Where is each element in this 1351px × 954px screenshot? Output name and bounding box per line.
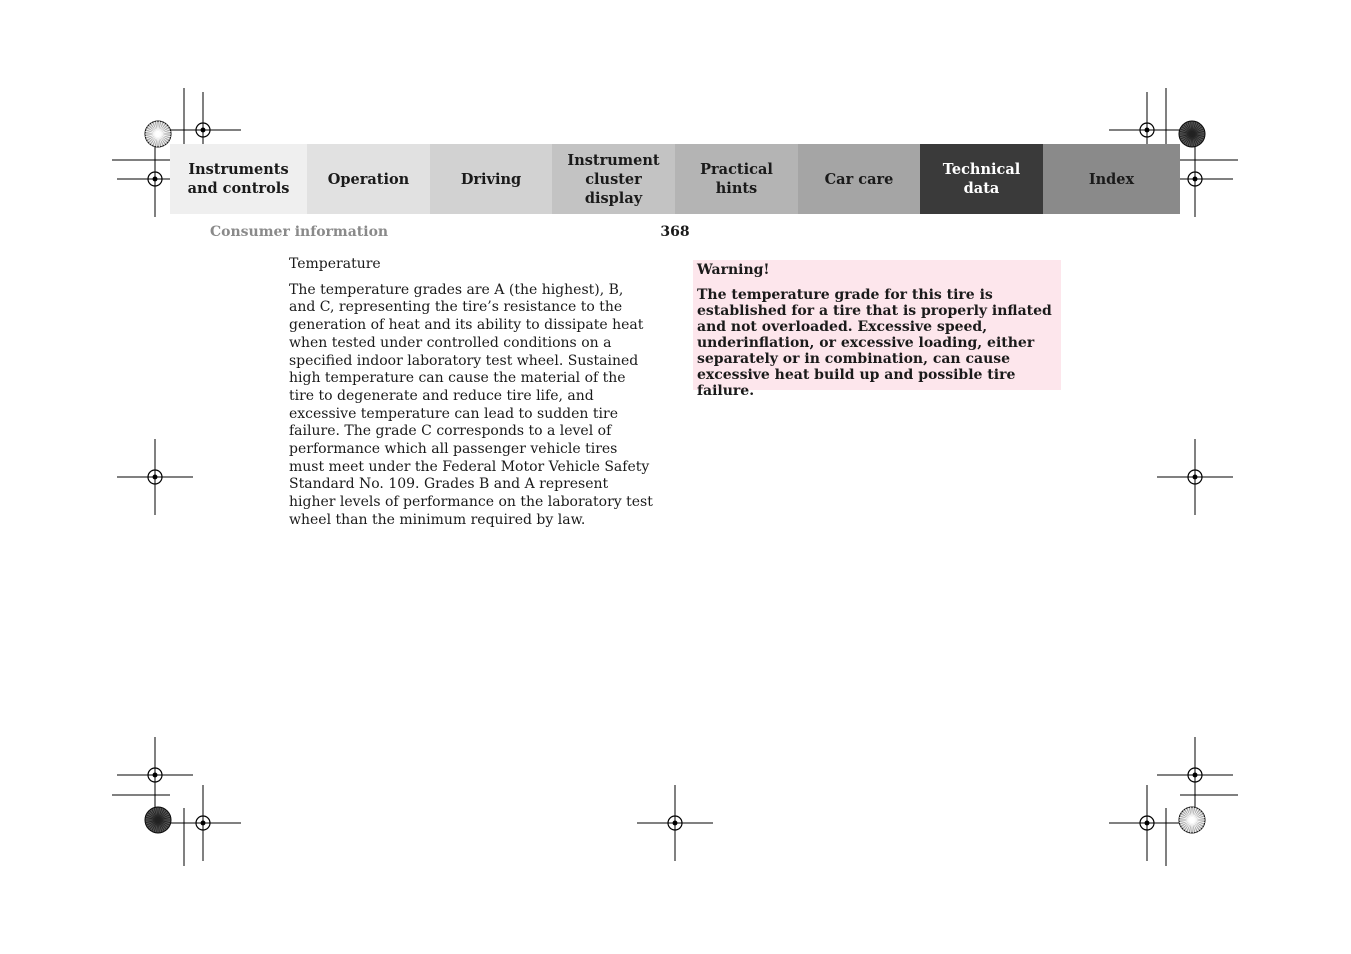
nav-tab-label: Practical hints <box>700 161 773 197</box>
nav-tab-label: Technical data <box>942 161 1021 197</box>
registration-dot <box>673 821 678 826</box>
section-title: Consumer information <box>210 224 389 240</box>
registration-dot <box>201 128 206 133</box>
registration-dot <box>153 475 158 480</box>
warning-text: The temperature grade for this tire is established for a tire that is properly inflated and not overloaded. Excessive speed, underinflation, or excessive loading, either separately or in combination, can cause excessive heat build up and possible tire failure. <box>697 287 1052 399</box>
registration-dot <box>1193 773 1198 778</box>
nav-tab-operation[interactable] <box>307 144 430 214</box>
registration-dot <box>153 177 158 182</box>
body-paragraph: The temperature grades are A (the highest), B, and C, representing the tire’s resistance to the generation of heat and its ability to dissipate heat when tested under controlled conditions on a specified indoor laboratory test wheel. Sustained high temperature can cause the material of the tire to degenerate and reduce tire life, and excessive temperature can lead to sudden tire failure. The grade C corresponds to a level of performance which all passenger vehicle tires must meet under the Federal Motor Vehicle Safety Standard No. 109. Grades B and A represent higher levels of performance on the laboratory test wheel than the minimum required by law. <box>289 281 653 528</box>
nav-tab-label: Instrument cluster display <box>567 151 660 207</box>
nav-tab-label: Operation <box>327 170 410 188</box>
registration-dot <box>1193 177 1198 182</box>
nav-tab-car-care[interactable] <box>798 144 920 214</box>
nav-tab-label: Driving <box>460 170 522 188</box>
nav-tab-instrument[interactable] <box>552 144 675 214</box>
warning-title: Warning! <box>697 262 770 278</box>
nav-tab-label: Car care <box>824 170 894 188</box>
chapter-nav <box>170 144 1180 214</box>
registration-dot <box>1145 128 1150 133</box>
registration-dot <box>1145 821 1150 826</box>
warning-box <box>693 260 1061 399</box>
registration-dot <box>153 773 158 778</box>
page-number: 368 <box>660 224 690 240</box>
registration-dot <box>1193 475 1198 480</box>
section-heading: Temperature <box>289 256 381 272</box>
nav-tab-instruments[interactable] <box>170 144 307 214</box>
main-text-column <box>289 256 654 530</box>
nav-tab-label: Index <box>1088 170 1135 188</box>
nav-tab-technical[interactable] <box>920 144 1043 214</box>
nav-tab-driving[interactable] <box>430 144 552 214</box>
registration-dot <box>201 821 206 826</box>
nav-tab-label: Instruments and controls <box>187 161 290 197</box>
nav-tab-index[interactable] <box>1043 144 1180 214</box>
nav-tab-practical-hints[interactable] <box>675 144 798 214</box>
